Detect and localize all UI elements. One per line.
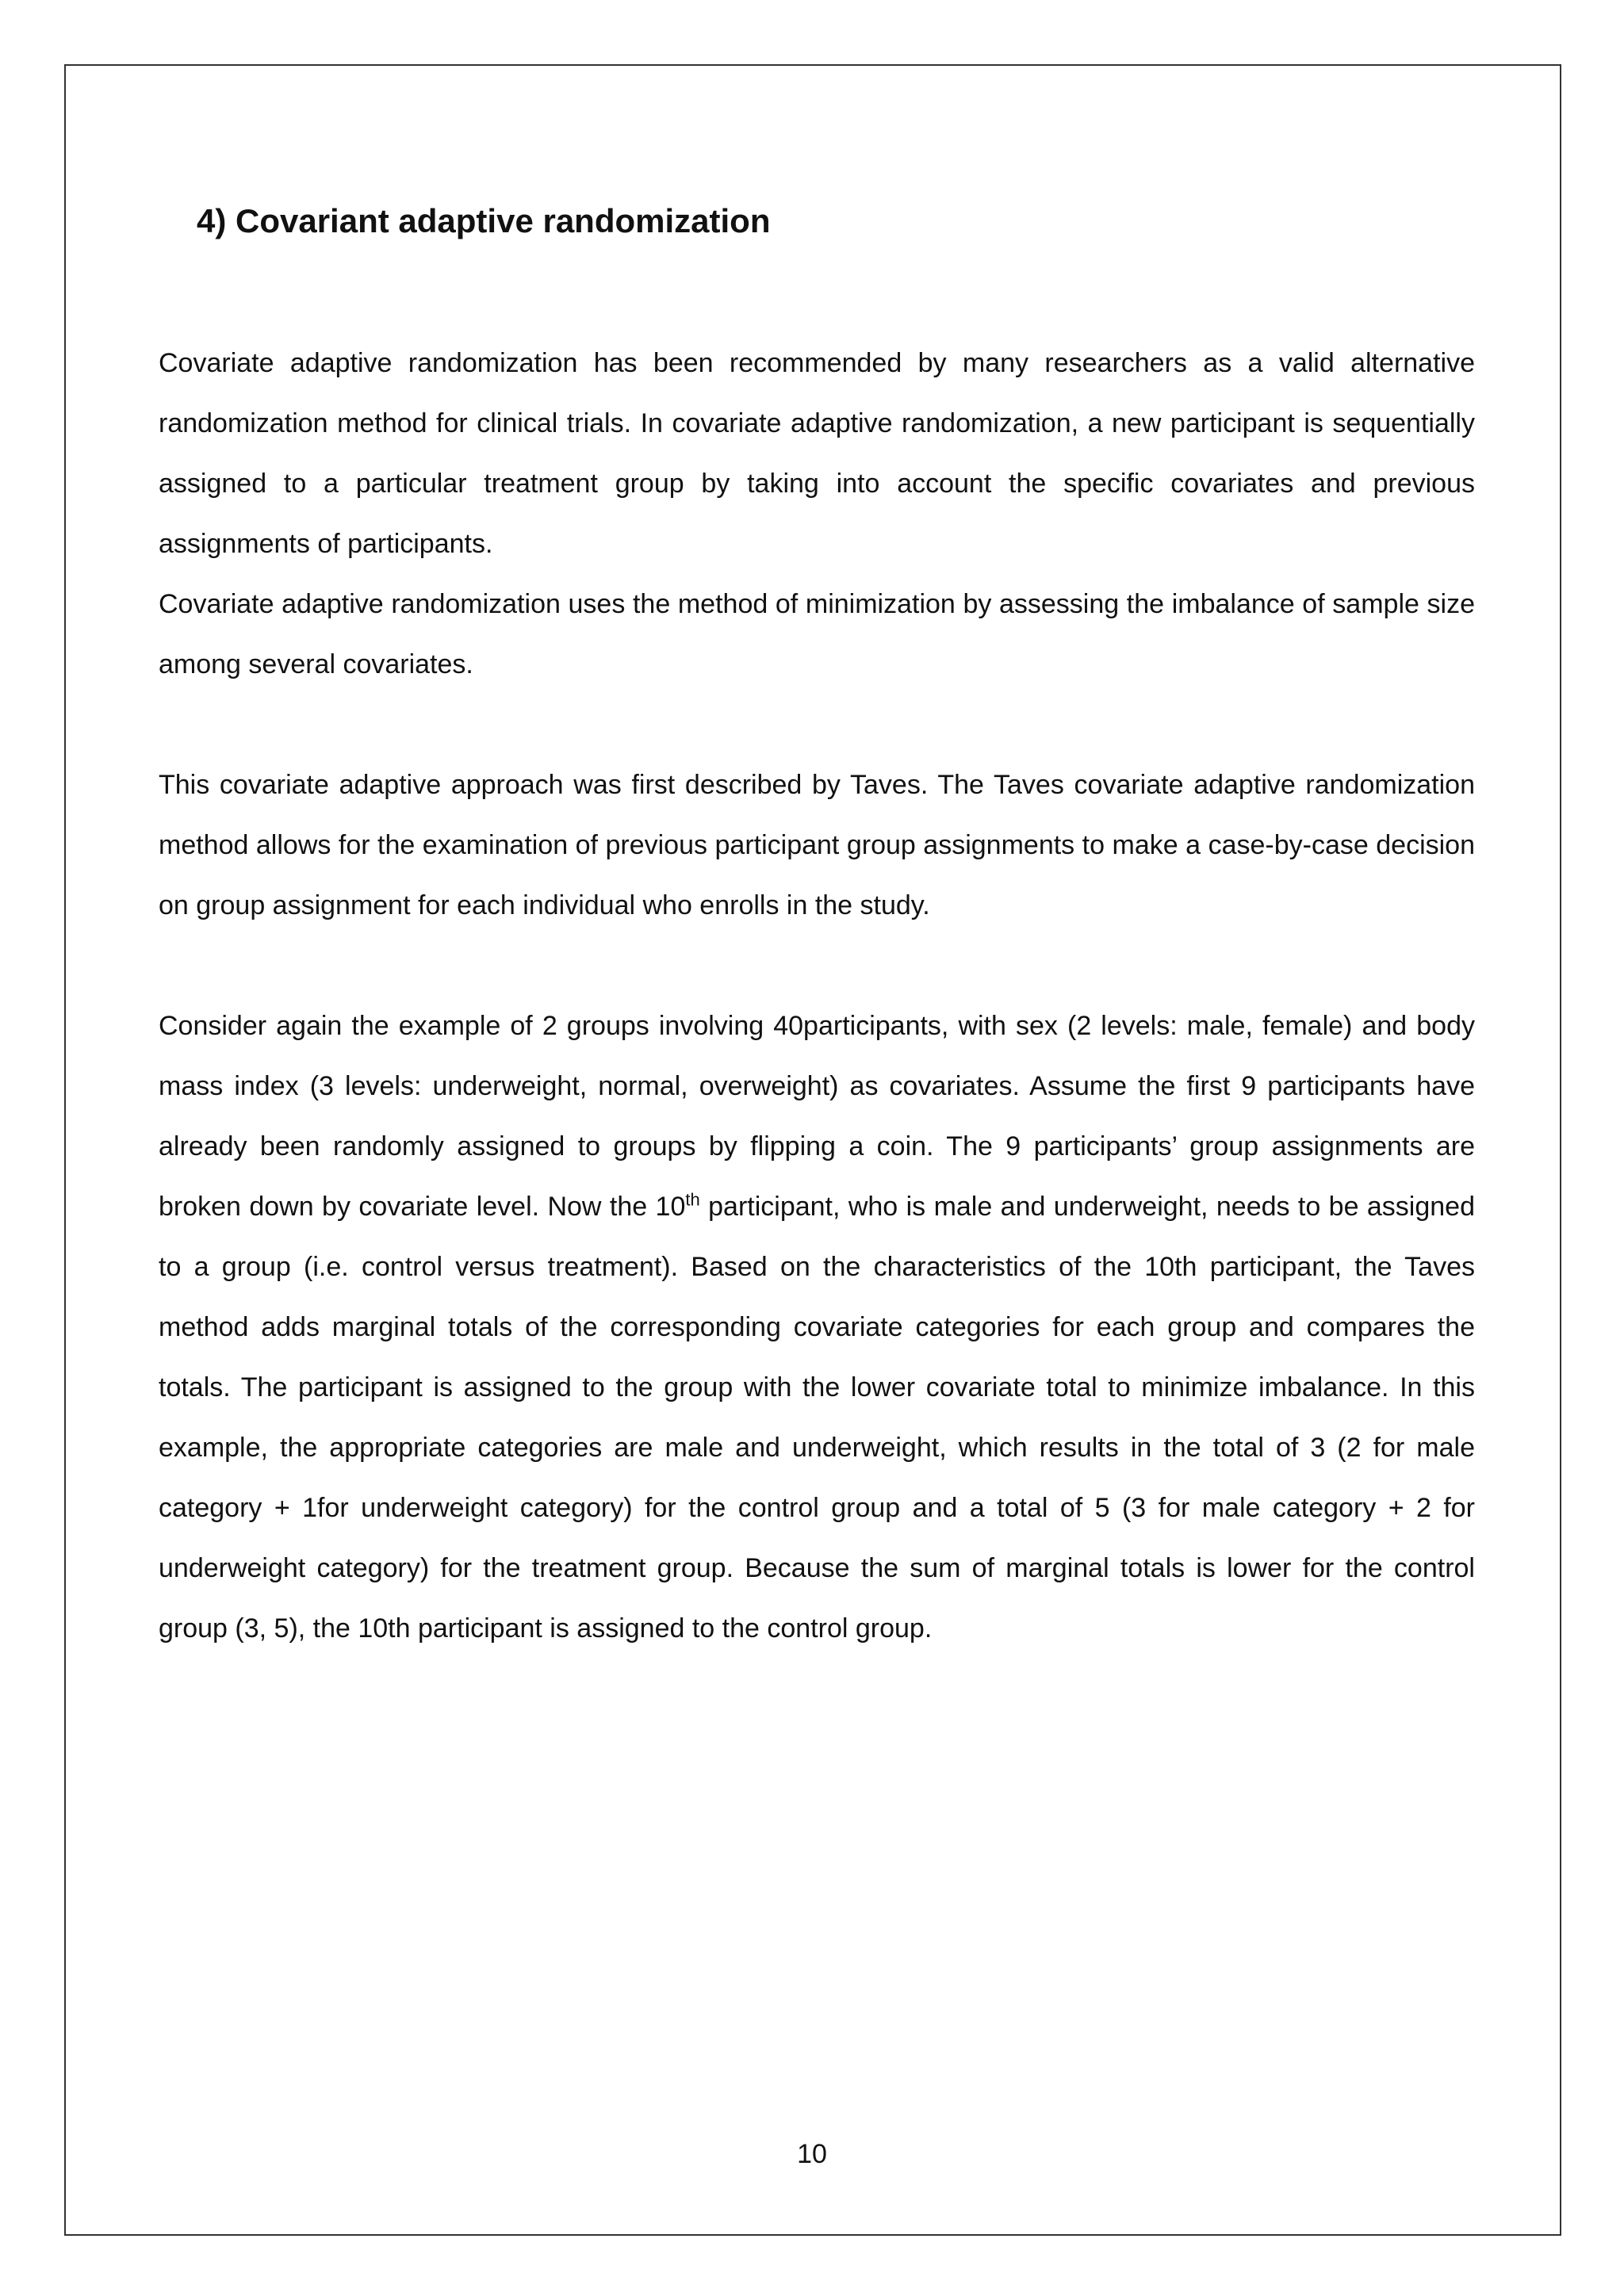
page-number: 10 [797,2139,827,2169]
paragraph-example [159,996,1475,1659]
paragraph-block-1 [159,333,1475,695]
section-heading: 4) Covariant adaptive randomization [197,202,771,239]
example-text-part-1: Consider again the example of 2 groups involving 40participants, with sex (2 levels: male, female) and body mass index (3 levels: underweight, normal, overweight) as covariates. Assume the first 9 participants have already been randomly assigned to groups by flipping a coin. The 9 participants’ group assignments are broken down by covariate level. Now the 10 [159,1011,1475,1222]
ordinal-superscript: th [685,1189,700,1210]
paragraph-definition: Covariate adaptive randomization has been recommended by many researchers as a valid alternative randomization method for clinical trials. In covariate adaptive randomization, a new participant is sequentially assigned to a particular treatment group by taking into account the specific covariates and previous assignments of participants. [159,348,1475,559]
paragraph-block-3 [159,996,1475,1659]
paragraph-minimization: Covariate adaptive randomization uses the method of minimization by assessing the imbalance of sample size among several covariates. [159,589,1475,679]
paragraph-block-2 [159,755,1475,936]
example-text-part-2: participant, who is male and underweight, needs to be assigned to a group (i.e. control versus treatment). Based on the characteristics of the 10th participant, the Taves method adds marginal totals of the corresponding covariate categories for each group and compares the totals. The participant is assigned to the group with the lower covariate total to minimize imbalance. In this example, the appropriate categories are male and underweight, which results in the total of 3 (2 for male category + 1for underweight category) for the control group and a total of 5 (3 for male category + 2 for underweight category) for the treatment group. Because the sum of marginal totals is lower for the control group (3, 5), the 10th participant is assigned to the control group. [159,1192,1475,1644]
paragraph-taves: This covariate adaptive approach was first described by Taves. The Taves covariate adaptive randomization method allows for the examination of previous participant group assignments to make a case-by-case decision on group assignment for each individual who enrolls in the study. [159,770,1475,920]
